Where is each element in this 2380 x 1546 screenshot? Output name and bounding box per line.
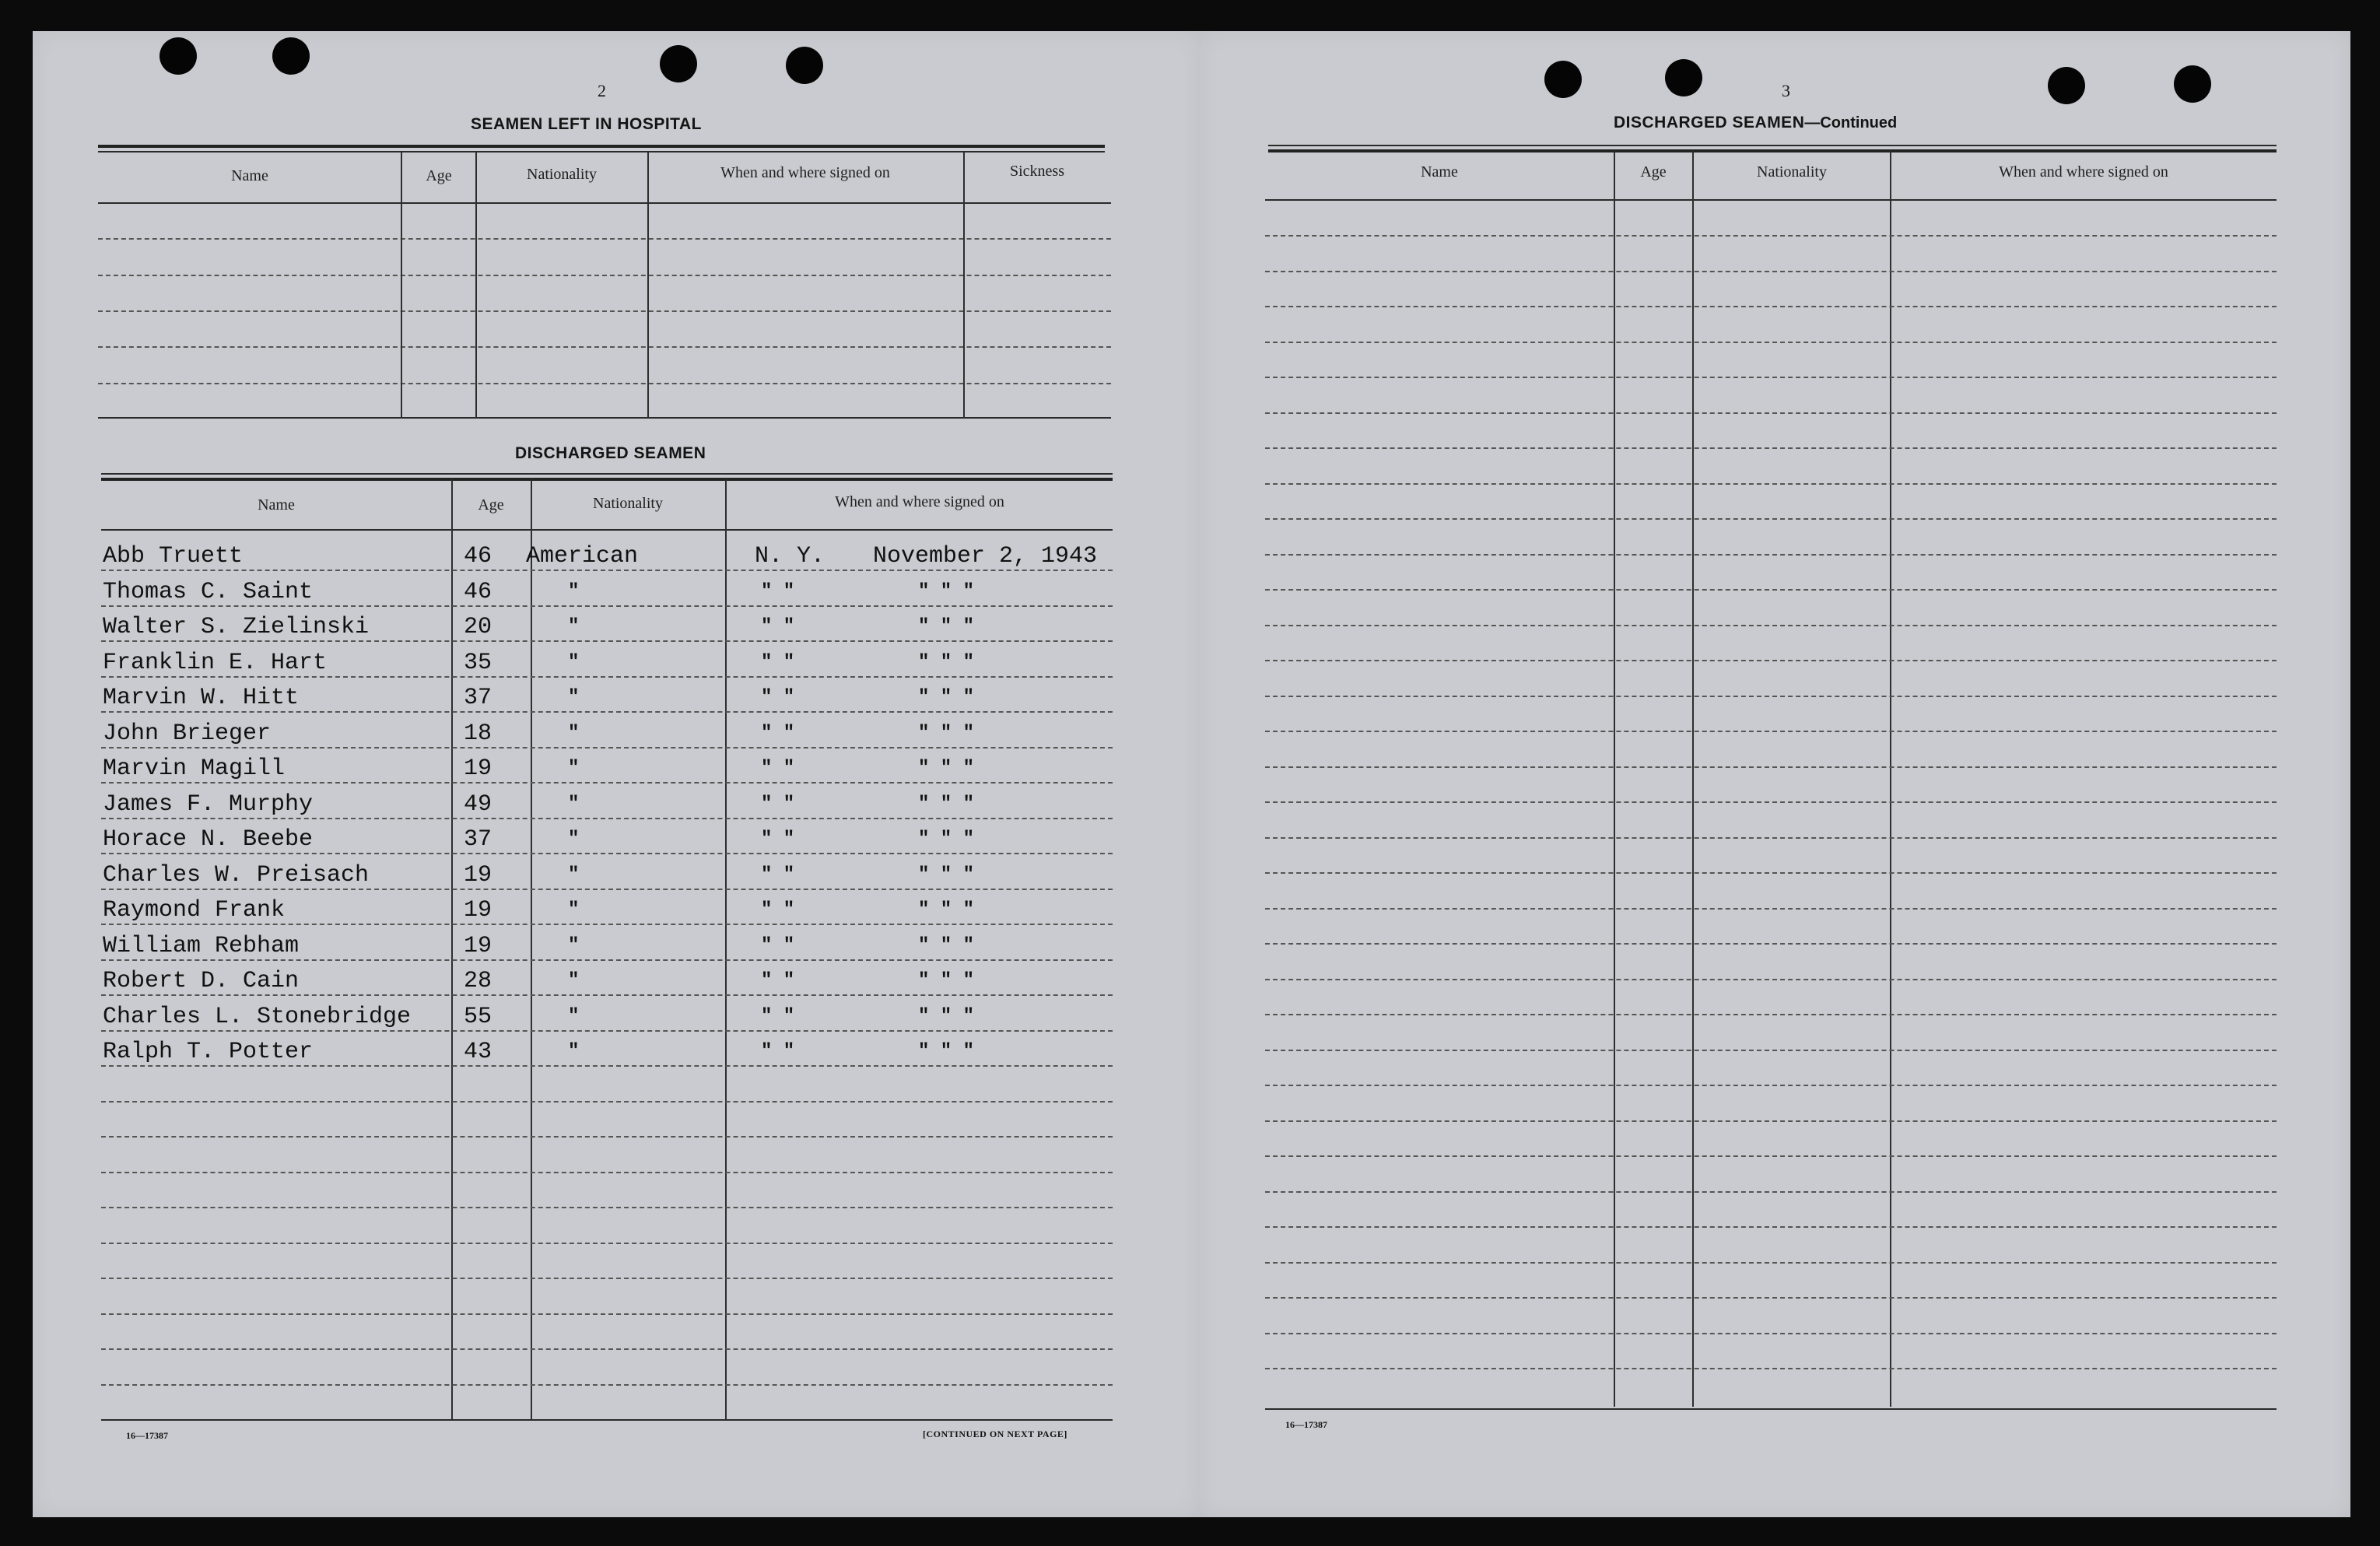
discharged-row-nationality: " <box>568 581 580 602</box>
discharged-row-age: 19 <box>464 897 492 924</box>
discharged-bottom-rule <box>101 1419 1113 1421</box>
discharged-row-name: William Rebham <box>103 933 300 959</box>
hospital-col-divider <box>475 152 477 419</box>
right-row-line <box>1265 554 2277 556</box>
right-row-line <box>1265 1155 2277 1157</box>
discharged-row-line <box>101 1207 1113 1208</box>
discharged-row-place: " " <box>761 794 795 815</box>
discharged-row-line <box>101 747 1113 748</box>
right-row-line <box>1265 979 2277 980</box>
discharged-row-place: N. Y. <box>755 543 825 570</box>
discharged-row-line <box>101 994 1113 996</box>
right-row-line <box>1265 908 2277 910</box>
discharged-row-date: " " " <box>918 1006 975 1027</box>
discharged-header-rule <box>101 529 1113 531</box>
discharged-row-age: 28 <box>464 968 492 994</box>
right-row-line <box>1265 518 2277 520</box>
hospital-col-divider <box>401 152 402 419</box>
right-row-line <box>1265 625 2277 626</box>
discharged-row-line <box>101 889 1113 890</box>
discharged-col-signed-on: When and where signed on <box>835 493 1004 510</box>
right-section-title <box>1614 114 1897 132</box>
discharged-row-place: " " <box>761 899 795 920</box>
right-section-title-text: DISCHARGED SEAMEN <box>1614 114 1805 131</box>
discharged-row-age: 20 <box>464 614 492 640</box>
right-row-line <box>1265 377 2277 378</box>
right-row-line <box>1265 731 2277 732</box>
right-row-line <box>1265 766 2277 768</box>
hospital-row-line <box>98 275 1111 276</box>
discharged-row-date: " " " <box>918 687 975 708</box>
right-row-line <box>1265 1050 2277 1051</box>
discharged-row-line <box>101 676 1113 678</box>
discharged-row-date: " " " <box>918 970 975 991</box>
discharged-row-line <box>101 959 1113 961</box>
punch-hole <box>272 37 310 75</box>
discharged-row-age: 19 <box>464 755 492 782</box>
discharged-row-place: " " <box>761 723 795 744</box>
discharged-row-line <box>101 640 1113 642</box>
discharged-col-name: Name <box>258 496 295 514</box>
discharged-row-line <box>101 782 1113 784</box>
discharged-row-line <box>101 1384 1113 1386</box>
discharged-row-place: " " <box>761 652 795 673</box>
discharged-row-nationality: " <box>568 935 580 956</box>
hospital-row-line <box>98 238 1111 240</box>
discharged-row-name: Ralph T. Potter <box>103 1039 314 1065</box>
right-table-top-rule <box>1268 145 2277 146</box>
discharged-row-date: " " " <box>918 899 975 920</box>
discharged-row-date: " " " <box>918 1041 975 1062</box>
hospital-col-nationality: Nationality <box>527 166 597 183</box>
discharged-row-age: 19 <box>464 862 492 889</box>
right-row-line <box>1265 235 2277 237</box>
discharged-col-age: Age <box>478 496 504 514</box>
discharged-row-place: " " <box>761 758 795 779</box>
discharged-row-nationality: " <box>568 723 580 744</box>
right-row-line <box>1265 1368 2277 1369</box>
right-row-line <box>1265 1191 2277 1193</box>
discharged-row-date: " " " <box>918 758 975 779</box>
right-col-name: Name <box>1421 163 1458 181</box>
discharged-row-date: " " " <box>918 652 975 673</box>
hospital-section-title: SEAMEN LEFT IN HOSPITAL <box>471 115 702 133</box>
discharged-row-date: November 2, 1943 <box>873 543 1098 570</box>
discharged-row-name: Marvin Magill <box>103 755 286 782</box>
discharged-row-age: 43 <box>464 1039 492 1065</box>
discharged-row-age: 46 <box>464 543 492 570</box>
discharged-row-place: " " <box>761 935 795 956</box>
hospital-col-age: Age <box>426 167 452 184</box>
discharged-row-line <box>101 1030 1113 1032</box>
discharged-row-place: " " <box>761 687 795 708</box>
right-col-divider <box>1614 151 1615 1407</box>
hospital-col-name: Name <box>231 167 268 184</box>
discharged-row-age: 46 <box>464 579 492 605</box>
punch-hole <box>660 45 697 82</box>
right-row-line <box>1265 271 2277 272</box>
discharged-row-name: Robert D. Cain <box>103 968 300 994</box>
discharged-row-name: John Brieger <box>103 720 272 747</box>
right-col-age: Age <box>1640 163 1667 181</box>
discharged-row-date: " " " <box>918 794 975 815</box>
discharged-row-nationality: " <box>568 794 580 815</box>
discharged-row-line <box>101 711 1113 713</box>
hospital-row-line <box>98 310 1111 312</box>
discharged-col-divider <box>531 479 532 1421</box>
punch-hole <box>1665 59 1702 96</box>
discharged-row-date: " " " <box>918 829 975 850</box>
hospital-header-rule <box>98 202 1111 204</box>
page-number-left: 2 <box>598 81 606 100</box>
page-number-right: 3 <box>1782 81 1790 100</box>
discharged-row-name: Horace N. Beebe <box>103 826 314 853</box>
right-page <box>1198 31 2350 1517</box>
discharged-row-age: 49 <box>464 791 492 818</box>
right-col-divider <box>1890 151 1891 1407</box>
hospital-col-divider <box>647 152 649 419</box>
punch-hole <box>159 37 197 75</box>
discharged-row-line <box>101 1065 1113 1067</box>
continued-note: [CONTINUED ON NEXT PAGE] <box>923 1429 1067 1439</box>
discharged-table-top-rule <box>101 473 1113 475</box>
right-row-line <box>1265 1297 2277 1299</box>
right-row-line <box>1265 1262 2277 1264</box>
punch-hole <box>2174 65 2211 103</box>
discharged-row-nationality: " <box>568 616 580 637</box>
right-row-line <box>1265 872 2277 874</box>
right-header-rule <box>1265 199 2277 201</box>
discharged-row-name: Marvin W. Hitt <box>103 685 300 711</box>
hospital-bottom-rule <box>98 417 1111 419</box>
right-row-line <box>1265 1085 2277 1086</box>
right-row-line <box>1265 1014 2277 1015</box>
right-row-line <box>1265 801 2277 803</box>
discharged-row-line <box>101 818 1113 819</box>
discharged-row-line <box>101 853 1113 854</box>
hospital-row-line <box>98 383 1111 384</box>
discharged-row-date: " " " <box>918 723 975 744</box>
right-row-line <box>1265 1226 2277 1228</box>
discharged-row-place: " " <box>761 829 795 850</box>
discharged-row-line <box>101 1101 1113 1103</box>
right-row-line <box>1265 306 2277 307</box>
punch-hole <box>2048 67 2085 104</box>
right-col-divider <box>1692 151 1694 1407</box>
discharged-row-name: Thomas C. Saint <box>103 579 314 605</box>
hospital-table-top-rule-2 <box>98 151 1105 152</box>
discharged-row-line <box>101 1243 1113 1244</box>
discharged-row-place: " " <box>761 581 795 602</box>
right-row-line <box>1265 696 2277 697</box>
discharged-row-line <box>101 924 1113 925</box>
discharged-row-nationality: " <box>568 758 580 779</box>
discharged-row-place: " " <box>761 616 795 637</box>
discharged-row-date: " " " <box>918 581 975 602</box>
discharged-row-age: 19 <box>464 933 492 959</box>
discharged-row-line <box>101 605 1113 607</box>
discharged-row-name: Charles L. Stonebridge <box>103 1004 412 1030</box>
discharged-row-nationality: " <box>568 1006 580 1027</box>
discharged-row-nationality: " <box>568 864 580 885</box>
discharged-row-nationality: " <box>568 652 580 673</box>
right-section-title-suffix: —Continued <box>1804 114 1898 131</box>
discharged-row-name: Charles W. Preisach <box>103 862 370 889</box>
discharged-row-age: 18 <box>464 720 492 747</box>
discharged-row-line <box>101 1172 1113 1173</box>
punch-hole <box>1544 61 1582 98</box>
discharged-row-nationality: " <box>568 829 580 850</box>
discharged-row-line <box>101 1348 1113 1350</box>
right-row-line <box>1265 1333 2277 1334</box>
discharged-row-date: " " " <box>918 864 975 885</box>
hospital-row-line <box>98 346 1111 348</box>
discharged-row-age: 37 <box>464 685 492 711</box>
discharged-row-place: " " <box>761 1041 795 1062</box>
discharged-table-top-rule-2 <box>101 478 1113 481</box>
discharged-row-nationality: " <box>568 1041 580 1062</box>
discharged-row-line <box>101 570 1113 571</box>
right-row-line <box>1265 1120 2277 1122</box>
form-code-left: 16—17387 <box>126 1430 168 1441</box>
discharged-row-nationality: " <box>568 970 580 991</box>
discharged-row-nationality: American <box>526 543 639 570</box>
right-row-line <box>1265 342 2277 343</box>
punch-hole <box>786 47 823 84</box>
discharged-col-nationality: Nationality <box>593 495 663 512</box>
hospital-col-sickness: Sickness <box>1010 163 1064 180</box>
discharged-row-nationality: " <box>568 899 580 920</box>
right-col-nationality: Nationality <box>1757 163 1827 181</box>
right-bottom-rule <box>1265 1408 2277 1410</box>
discharged-row-age: 35 <box>464 650 492 676</box>
discharged-row-name: James F. Murphy <box>103 791 314 818</box>
right-col-signed-on: When and where signed on <box>1999 163 2168 181</box>
discharged-row-date: " " " <box>918 935 975 956</box>
discharged-row-nationality: " <box>568 687 580 708</box>
hospital-col-divider <box>963 152 965 419</box>
discharged-row-name: Raymond Frank <box>103 897 286 924</box>
hospital-table-top-rule <box>98 145 1105 148</box>
right-row-line <box>1265 837 2277 839</box>
discharged-row-age: 55 <box>464 1004 492 1030</box>
discharged-row-line <box>101 1278 1113 1279</box>
right-row-line <box>1265 412 2277 414</box>
discharged-col-divider <box>725 479 727 1421</box>
discharged-row-place: " " <box>761 864 795 885</box>
right-row-line <box>1265 589 2277 591</box>
form-code-right: 16—17387 <box>1285 1419 1327 1430</box>
discharged-col-divider <box>451 479 453 1421</box>
discharged-row-place: " " <box>761 970 795 991</box>
hospital-col-signed-on: When and where signed on <box>720 164 890 181</box>
right-row-line <box>1265 660 2277 661</box>
discharged-row-name: Franklin E. Hart <box>103 650 328 676</box>
discharged-row-name: Walter S. Zielinski <box>103 614 370 640</box>
discharged-row-name: Abb Truett <box>103 543 244 570</box>
discharged-row-date: " " " <box>918 616 975 637</box>
discharged-section-title: DISCHARGED SEAMEN <box>515 444 706 462</box>
right-row-line <box>1265 943 2277 945</box>
discharged-row-age: 37 <box>464 826 492 853</box>
discharged-row-line <box>101 1136 1113 1138</box>
right-row-line <box>1265 483 2277 485</box>
right-table-top-rule-2 <box>1268 149 2277 152</box>
discharged-row-line <box>101 1313 1113 1315</box>
discharged-row-place: " " <box>761 1006 795 1027</box>
right-row-line <box>1265 447 2277 449</box>
